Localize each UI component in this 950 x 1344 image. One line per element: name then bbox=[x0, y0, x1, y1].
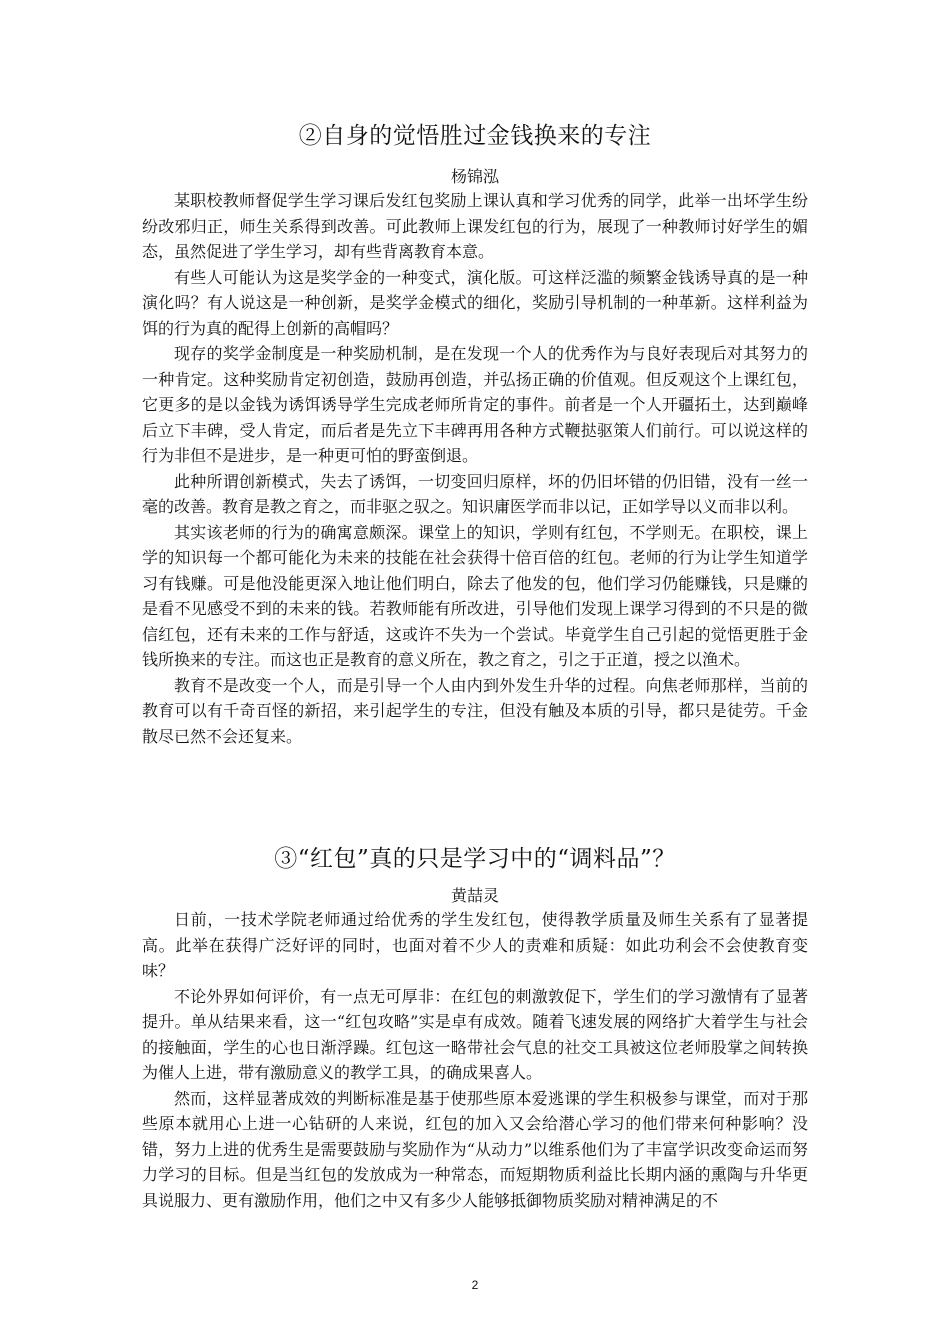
paragraph: 有些人可能认为这是奖学金的一种变式，演化版。可这样泛滥的频繁金钱诱导真的是一种演化吗？有人说这是一种创新，是奖学金模式的细化，奖励引导机制的一种革新。这样利益为饵的行为真的配得上创新的高帽吗？ bbox=[142, 267, 808, 338]
paragraph: 某职校教师督促学生学习课后发红包奖励上课认真和学习优秀的同学，此举一出坏学生纷纷改邪归正，师生关系得到改善。可此教师上课发红包的行为，展现了一种教师讨好学生的媚态，虽然促进了学生学习，却有些背离教育本意。 bbox=[142, 191, 808, 261]
page-number: 2 bbox=[471, 1278, 479, 1292]
essay-section-3 bbox=[142, 843, 808, 1213]
paragraph: 然而，这样显著成效的判断标准是基于使那些原本爱逃课的学生积极参与课堂，而对于那些原本就用心上进一心钻研的人来说，红包的加入又会给潜心学习的他们带来何种影响？没错，努力上进的优秀生是需要鼓励与奖励作为“从动力”以维系他们为了丰富学识改变命运而努力学习的目标。但是当红包的发放成为一种常态，而短期物质利益比长期内涵的熏陶与升华更具说服力、更有激励作用，他们之中又有多少人能够抵御物质奖励对精神满足的不 bbox=[142, 1088, 808, 1210]
essay-author: 杨锦泓 bbox=[450, 167, 499, 186]
paragraph: 其实该老师的行为的确寓意颇深。课堂上的知识，学则有红包，不学则无。在职校，课上学的知识每一个都可能化为未来的技能在社会获得十倍百倍的红包。老师的行为让学生知道学习有钱赚。可是他没能更深入地让他们明白，除去了他发的包，他们学习仍能赚钱，只是赚的是看不见感受不到的未来的钱。若教师能有所改进，引导他们发现上课学习得到的不只是的微信红包，还有未来的工作与舒适，这或许不失为一个尝试。毕竟学生自己引起的觉悟更胜于金钱所换来的专注。而这也正是教育的意义所在，教之育之，引之于正道，授之以渔术。 bbox=[142, 522, 808, 669]
paragraph: 现存的奖学金制度是一种奖励机制，是在发现一个人的优秀作为与良好表现后对其努力的一种肯定。这种奖励肯定初创造，鼓励再创造，并弘扬正确的价值观。但反观这个上课红包，它更多的是以金钱为诱饵诱导学生完成老师所肯定的事件。前者是一个人开疆拓土，达到巅峰后立下丰碑，受人肯定，而后者是先立下丰碑再用各种方式鞭挞驱策人们前行。可以说这样的行为非但不是进步，是一种更可怕的野蛮倒退。 bbox=[142, 344, 808, 465]
paragraph: 此种所谓创新模式，失去了诱饵，一切变回归原样，坏的仍旧坏错的仍旧错，没有一丝一毫的改善。教育是教之育之，而非驱之驭之。知识庸医学而非以记，正如学导以义而非以利。 bbox=[142, 471, 808, 516]
essay-title: ②自身的觉悟胜过金钱换来的专注 bbox=[298, 123, 652, 149]
essay-author: 黄喆灵 bbox=[450, 886, 499, 905]
paragraph: 教育不是改变一个人，而是引导一个人由内到外发生升华的过程。向焦老师那样，当前的教育可以有千奇百怪的新招，来引起学生的专注，但没有触及本质的引导，都只是徒劳。千金散尽已然不会还复来。 bbox=[142, 675, 808, 746]
paragraph: 不论外界如何评价，有一点无可厚非：在红包的刺激敦促下，学生们的学习激情有了显著提升。单从结果来看，这一“红包攻略”实是卓有成效。随着飞速发展的网络扩大着学生与社会的接触面，学生的心也日渐浮躁。红包这一略带社会气息的社交工具被这位老师股掌之间转换为催人上进，带有激励意义的教学工具，的确成果喜人。 bbox=[142, 986, 808, 1082]
paragraph: 日前，一技术学院老师通过给优秀的学生发红包，使得教学质量及师生关系有了显著提高。此举在获得广泛好评的同时，也面对着不少人的责难和质疑：如此功利会不会使教育变味？ bbox=[142, 910, 808, 980]
essay-title: ③“红包”真的只是学习中的“调料品”？ bbox=[274, 846, 676, 872]
essay-section-2 bbox=[142, 120, 808, 749]
